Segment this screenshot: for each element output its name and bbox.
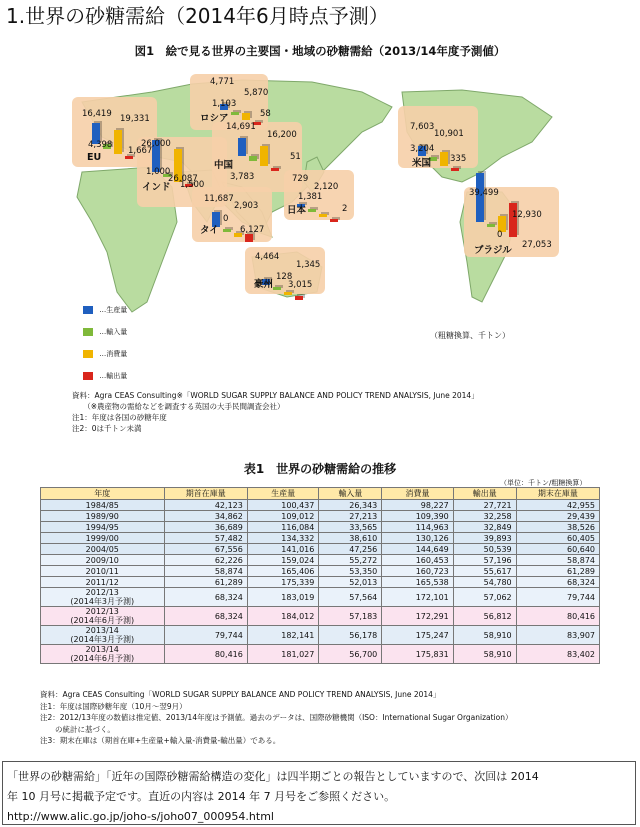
table-row xyxy=(41,500,600,511)
cell-exports: 58,910 xyxy=(453,645,516,664)
usa-production: 7,603 xyxy=(410,122,435,132)
cell-closing-stock: 60,640 xyxy=(516,544,599,555)
usa-name: 米国 xyxy=(412,158,432,169)
cell-production: 182,141 xyxy=(247,626,319,645)
brazil-imports: 0 xyxy=(497,230,503,240)
cell-year-label: 1989/90 xyxy=(85,511,119,521)
table-row xyxy=(41,511,600,522)
bar-exports xyxy=(271,168,279,171)
cell-production: 175,339 xyxy=(247,577,319,588)
australia-imports: 128 xyxy=(276,272,293,282)
cell-exports: 57,196 xyxy=(453,555,516,566)
cell-imports: 38,610 xyxy=(319,533,382,544)
cell-year-forecast: (2014年6月予測) xyxy=(70,616,135,625)
cell-year-label: 1994/95 xyxy=(85,522,119,532)
india-imports: 1,000 xyxy=(146,167,171,177)
india-exports: 1,500 xyxy=(180,180,205,190)
cell-year xyxy=(41,533,165,544)
usa-exports: 335 xyxy=(450,154,467,164)
cell-consumption: 172,101 xyxy=(382,588,454,607)
bar-consumption xyxy=(242,113,250,120)
cell-opening-stock: 79,744 xyxy=(164,626,247,645)
page-heading: 1.世界の砂糖需給（2014年6月時点予測） xyxy=(6,4,389,28)
cell-closing-stock: 58,874 xyxy=(516,555,599,566)
bar-exports xyxy=(295,296,303,300)
cell-exports: 32,849 xyxy=(453,522,516,533)
table-note-line: の統計に基づく。 xyxy=(40,724,115,734)
cell-consumption: 172,291 xyxy=(382,607,454,626)
cell-consumption: 160,453 xyxy=(382,555,454,566)
header-imports: 輸入量 xyxy=(319,488,382,500)
table-row xyxy=(41,522,600,533)
cell-year xyxy=(41,522,165,533)
table-note-line: 注3：期末在庫は（期首在庫+生産量+輸入量-消費量-輸出量）である。 xyxy=(40,736,281,745)
cell-production: 141,016 xyxy=(247,544,319,555)
cell-closing-stock: 61,289 xyxy=(516,566,599,577)
cell-production: 184,012 xyxy=(247,607,319,626)
cell-production: 134,332 xyxy=(247,533,319,544)
table-note-line: 注2：2012/13年度の数値は推定値、2013/14年度は予測値。過去のデータは、国際砂糖機関（ISO：International Sugar Organization） xyxy=(40,713,513,722)
bar-consumption xyxy=(319,214,327,217)
cell-production: 165,406 xyxy=(247,566,319,577)
bar-exports xyxy=(509,203,517,237)
header-exports: 輸出量 xyxy=(453,488,516,500)
china-exports: 51 xyxy=(290,152,301,162)
cell-consumption: 130,126 xyxy=(382,533,454,544)
cell-year-label: 2013/14 xyxy=(85,645,119,654)
header-opening-stock: 期首在庫量 xyxy=(164,488,247,500)
cell-production: 181,027 xyxy=(247,645,319,664)
japan-consumption: 2,120 xyxy=(314,182,339,192)
cell-closing-stock: 83,907 xyxy=(516,626,599,645)
cell-exports: 32,258 xyxy=(453,511,516,522)
table-row xyxy=(41,588,600,607)
table-row xyxy=(41,544,600,555)
brazil-production: 39,499 xyxy=(469,188,499,198)
japan-production: 729 xyxy=(292,174,309,184)
cell-year-forecast: (2014年3月予測) xyxy=(70,597,135,606)
china-production: 14,691 xyxy=(226,122,256,132)
cell-imports: 57,564 xyxy=(319,588,382,607)
cell-imports: 52,013 xyxy=(319,577,382,588)
cell-year xyxy=(41,544,165,555)
cell-opening-stock: 80,416 xyxy=(164,645,247,664)
cell-imports: 57,183 xyxy=(319,607,382,626)
thailand-production: 11,687 xyxy=(204,194,234,204)
cell-year-label: 2011/12 xyxy=(85,577,119,587)
sugar-balance-table xyxy=(40,487,600,664)
header-consumption: 消費量 xyxy=(382,488,454,500)
cell-imports: 56,700 xyxy=(319,645,382,664)
bar-imports xyxy=(308,209,316,212)
cell-consumption: 98,227 xyxy=(382,500,454,511)
cell-closing-stock: 79,744 xyxy=(516,588,599,607)
table-note-line: 注1：年度は国際砂糖年度（10月～翌9月） xyxy=(40,701,187,711)
china-consumption: 16,200 xyxy=(267,130,297,140)
header-production: 生産量 xyxy=(247,488,319,500)
figure-note-line: 注1：年度は各国の砂糖年度 xyxy=(72,413,167,422)
footer-text xyxy=(7,767,632,827)
cell-year-label: 2009/10 xyxy=(85,555,119,565)
cell-exports: 54,780 xyxy=(453,577,516,588)
japan-imports: 1,381 xyxy=(298,192,323,202)
thailand-exports: 6,127 xyxy=(240,225,265,235)
legend-label-consumption: …消費量 xyxy=(99,350,128,358)
cell-year xyxy=(41,511,165,522)
cell-opening-stock: 68,324 xyxy=(164,607,247,626)
cell-closing-stock: 29,439 xyxy=(516,511,599,522)
bar-imports xyxy=(223,229,231,232)
cell-closing-stock: 68,324 xyxy=(516,577,599,588)
figure-sources xyxy=(72,390,479,434)
usa-imports: 3,204 xyxy=(410,144,435,154)
india-production: 26,000 xyxy=(141,139,171,149)
eu-production: 16,419 xyxy=(82,109,112,119)
figure-source-line: （※農産物の需給などを調査する英国の大手民間調査会社） xyxy=(72,402,285,411)
legend-label-exports: …輸出量 xyxy=(99,372,128,380)
cell-imports: 55,272 xyxy=(319,555,382,566)
cell-exports: 58,910 xyxy=(453,626,516,645)
table-row xyxy=(41,566,600,577)
bar-consumption xyxy=(260,146,268,166)
china-name: 中国 xyxy=(214,160,234,171)
usa-consumption: 10,901 xyxy=(434,129,464,139)
cell-closing-stock: 38,526 xyxy=(516,522,599,533)
cell-opening-stock: 42,123 xyxy=(164,500,247,511)
eu-name: EU xyxy=(87,152,102,163)
brazil-exports: 27,053 xyxy=(522,240,552,250)
bar-consumption xyxy=(440,152,448,166)
australia-consumption: 1,345 xyxy=(296,260,321,270)
table-row xyxy=(41,607,600,626)
cell-production: 109,012 xyxy=(247,511,319,522)
legend-swatch-consumption xyxy=(83,350,93,358)
cell-exports: 55,617 xyxy=(453,566,516,577)
figure-title: 図1 絵で見る世界の主要国・地域の砂糖需給（2013/14年度予測値） xyxy=(134,44,506,58)
cell-opening-stock: 34,862 xyxy=(164,511,247,522)
table-unit: （単位：千トン/粗糖換算） xyxy=(500,479,587,487)
figure-source-line: 資料：Agra CEAS Consulting※「WORLD SUGAR SUPPLY BALANCE AND POLICY TREND ANALYSIS, June 2014」 xyxy=(72,391,479,400)
australia-exports: 3,015 xyxy=(288,280,313,290)
legend-item-consumption xyxy=(83,349,127,371)
header-year: 年度 xyxy=(41,488,165,500)
cell-imports: 47,256 xyxy=(319,544,382,555)
bar-exports xyxy=(330,219,338,222)
legend-label-production: …生産量 xyxy=(99,306,128,314)
footer-line-2: 年 10 月号に掲載予定です。直近の内容は 2014 年 7 月号をご参照ください。 xyxy=(7,790,396,803)
eu-imports: 4,398 xyxy=(88,140,113,150)
cell-imports: 33,565 xyxy=(319,522,382,533)
russia-consumption: 5,870 xyxy=(244,88,269,98)
australia-production: 4,464 xyxy=(255,252,280,262)
legend-swatch-exports xyxy=(83,372,93,380)
table-note-line: 資料：Agra CEAS Consulting「WORLD SUGAR SUPPLY BALANCE AND POLICY TREND ANALYSIS, June 2014」 xyxy=(40,690,441,699)
cell-opening-stock: 58,874 xyxy=(164,566,247,577)
japan-exports: 2 xyxy=(342,204,348,214)
footer-line-1: 「世界の砂糖需給」「近年の国際砂糖需給構造の変化」は四半期ごとの報告としていますので、次回は 2014 xyxy=(7,770,539,783)
cell-year xyxy=(41,566,165,577)
bar-consumption xyxy=(114,130,122,154)
cell-year-forecast: (2014年6月予測) xyxy=(70,654,135,663)
bar-exports xyxy=(125,156,133,159)
cell-year-label: 1999/00 xyxy=(85,533,119,543)
cell-consumption: 175,831 xyxy=(382,645,454,664)
thailand-imports: 0 xyxy=(223,214,229,224)
cell-production: 116,084 xyxy=(247,522,319,533)
cell-consumption: 165,538 xyxy=(382,577,454,588)
australia-name: 豪州 xyxy=(254,279,274,290)
cell-closing-stock: 42,955 xyxy=(516,500,599,511)
table-row xyxy=(41,555,600,566)
legend-swatch-production xyxy=(83,306,93,314)
table-notes xyxy=(40,689,513,747)
map-legend xyxy=(83,305,127,393)
cell-production: 183,019 xyxy=(247,588,319,607)
bar-exports xyxy=(245,234,253,242)
russia-exports: 58 xyxy=(260,109,271,119)
legend-item-production xyxy=(83,305,127,327)
table-title: 表1 世界の砂糖需給の推移 xyxy=(243,462,397,476)
russia-imports: 1,103 xyxy=(212,99,237,109)
cell-closing-stock: 60,405 xyxy=(516,533,599,544)
cell-closing-stock: 80,416 xyxy=(516,607,599,626)
bar-imports xyxy=(273,287,281,290)
cell-imports: 27,213 xyxy=(319,511,382,522)
russia-production: 4,771 xyxy=(210,77,235,87)
cell-exports: 27,721 xyxy=(453,500,516,511)
cell-consumption: 109,390 xyxy=(382,511,454,522)
eu-consumption: 19,331 xyxy=(120,114,150,124)
cell-opening-stock: 36,689 xyxy=(164,522,247,533)
cell-consumption: 114,963 xyxy=(382,522,454,533)
india-consumption: 26,087 xyxy=(168,174,198,184)
table-header-row xyxy=(41,488,600,500)
footer-url-link[interactable]: http://www.alic.go.jp/joho-s/joho07_000954.html xyxy=(7,810,274,823)
india-name: インド xyxy=(142,182,171,193)
japan-name: 日本 xyxy=(287,205,307,216)
cell-consumption: 175,247 xyxy=(382,626,454,645)
legend-label-imports: …輸入量 xyxy=(99,328,128,336)
table-body xyxy=(41,500,600,664)
cell-consumption: 160,723 xyxy=(382,566,454,577)
cell-production: 100,437 xyxy=(247,500,319,511)
cell-year-label: 2010/11 xyxy=(85,566,119,576)
table-row xyxy=(41,577,600,588)
cell-year-label: 1984/85 xyxy=(85,500,119,510)
map-unit-note: （粗糖換算、千トン） xyxy=(430,331,510,340)
cell-production: 159,024 xyxy=(247,555,319,566)
cell-exports: 39,893 xyxy=(453,533,516,544)
header-closing-stock: 期末在庫量 xyxy=(516,488,599,500)
cell-opening-stock: 57,482 xyxy=(164,533,247,544)
bar-imports xyxy=(249,156,257,161)
cell-year xyxy=(41,588,165,607)
cell-year xyxy=(41,555,165,566)
cell-exports: 56,812 xyxy=(453,607,516,626)
bar-imports xyxy=(487,224,495,227)
china-imports: 3,783 xyxy=(230,172,255,182)
cell-imports: 26,343 xyxy=(319,500,382,511)
brazil-name: ブラジル xyxy=(474,245,512,256)
table-row xyxy=(41,645,600,664)
thailand-consumption: 2,903 xyxy=(234,201,259,211)
bar-exports xyxy=(451,168,459,171)
cell-year-label: 2012/13 xyxy=(85,607,119,616)
eu-exports: 1,667 xyxy=(128,146,153,156)
cell-year-forecast: (2014年3月予測) xyxy=(70,635,135,644)
cell-year-label: 2012/13 xyxy=(85,588,119,597)
cell-exports: 57,062 xyxy=(453,588,516,607)
bar-consumption xyxy=(284,292,292,295)
cell-opening-stock: 67,556 xyxy=(164,544,247,555)
cell-imports: 53,350 xyxy=(319,566,382,577)
table-row xyxy=(41,533,600,544)
cell-year xyxy=(41,626,165,645)
russia-name: ロシア xyxy=(200,113,229,124)
cell-opening-stock: 62,226 xyxy=(164,555,247,566)
brazil-consumption: 12,930 xyxy=(512,210,542,220)
table-row xyxy=(41,626,600,645)
cell-imports: 56,178 xyxy=(319,626,382,645)
cell-year xyxy=(41,500,165,511)
cell-opening-stock: 68,324 xyxy=(164,588,247,607)
cell-opening-stock: 61,289 xyxy=(164,577,247,588)
cell-year xyxy=(41,645,165,664)
figure-note-line: 注2：0は千トン未満 xyxy=(72,424,142,433)
cell-exports: 50,539 xyxy=(453,544,516,555)
legend-swatch-imports xyxy=(83,328,93,336)
cell-year xyxy=(41,577,165,588)
cell-year-label: 2004/05 xyxy=(85,544,119,554)
bar-imports xyxy=(231,112,239,115)
bar-production xyxy=(238,138,246,156)
cell-consumption: 144,649 xyxy=(382,544,454,555)
legend-item-imports xyxy=(83,327,127,349)
thailand-name: タイ xyxy=(200,225,219,236)
cell-year-label: 2013/14 xyxy=(85,626,119,635)
cell-closing-stock: 83,402 xyxy=(516,645,599,664)
cell-year xyxy=(41,607,165,626)
